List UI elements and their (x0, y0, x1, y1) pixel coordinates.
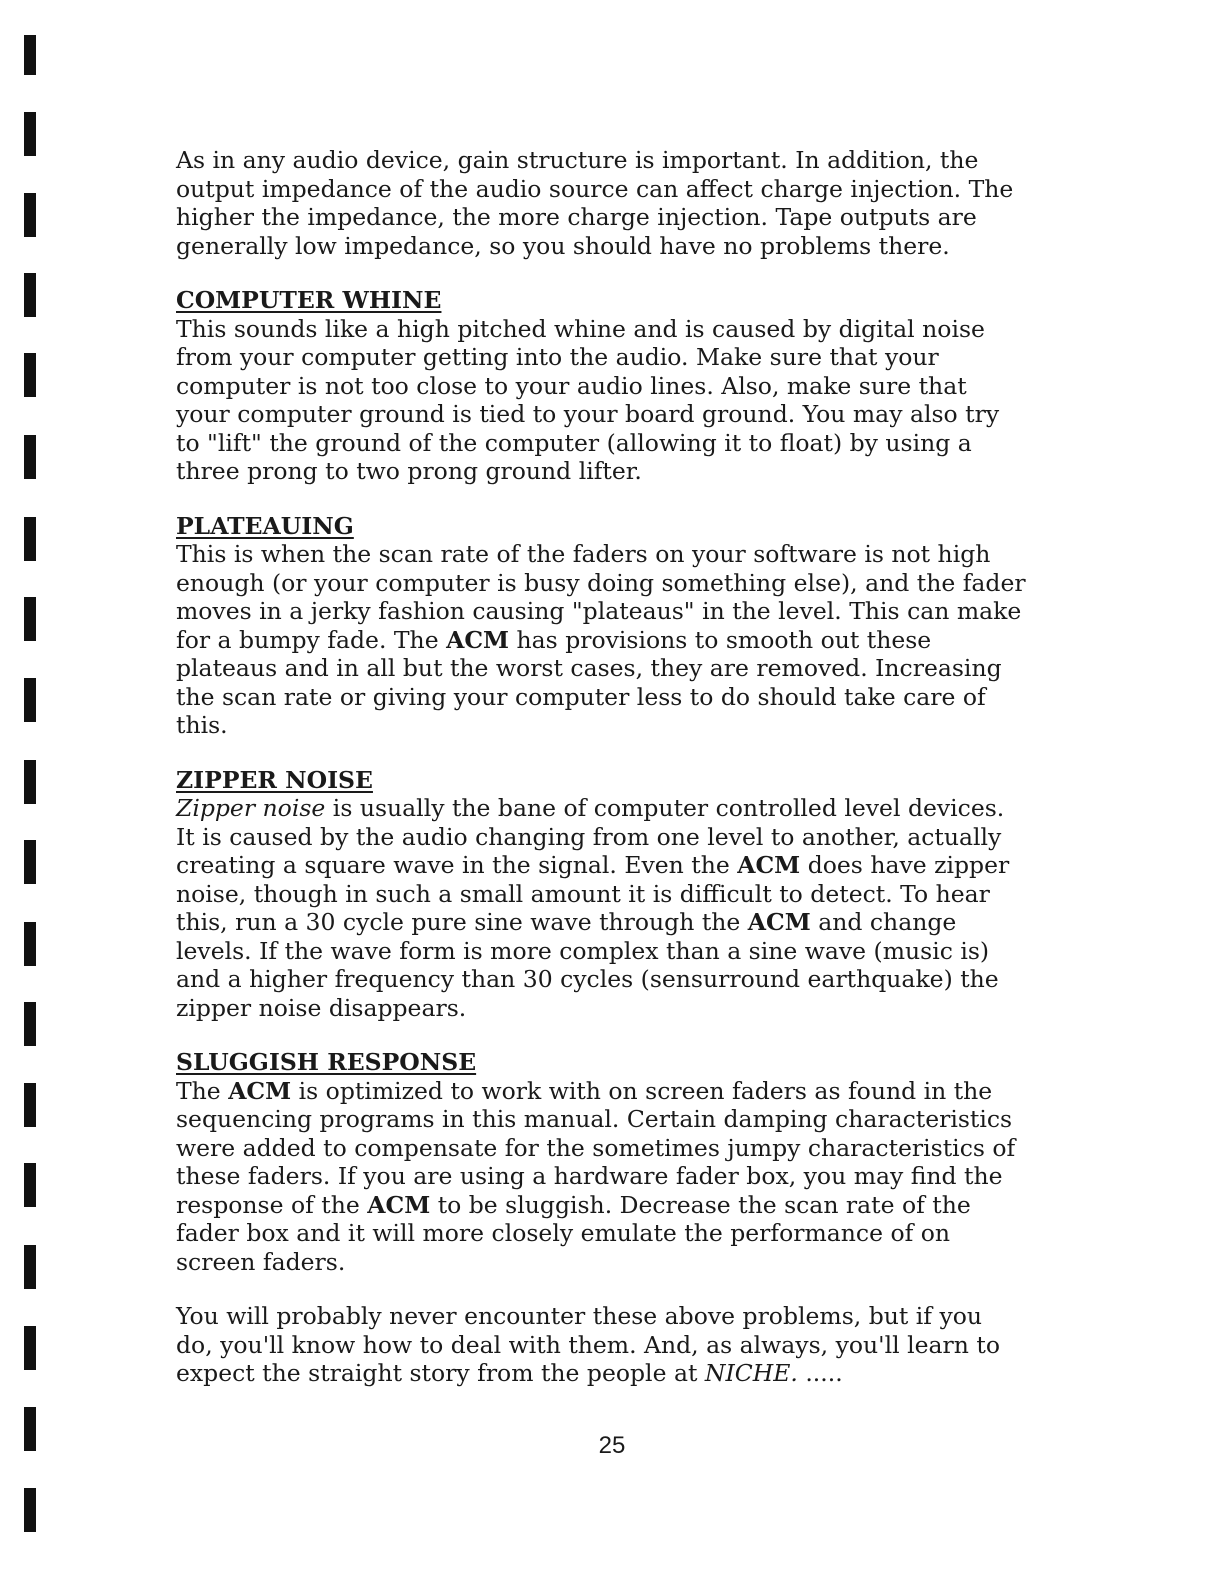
page-number: 25 (598, 1432, 626, 1459)
italic-term: Zipper noise (176, 794, 326, 822)
section-sluggish-response (176, 1048, 1026, 1276)
closing-paragraph (176, 1302, 1026, 1388)
binding-hole (24, 273, 36, 317)
binding-hole (24, 517, 36, 561)
section-zipper-noise (176, 766, 1026, 1023)
binding-hole (24, 1083, 36, 1127)
body-text: has provisions to smooth out these plateaus and in all but the worst cases, they are removed. Increasing the scan rate or giving your computer less to do should take care of this. (176, 625, 1002, 739)
section-body (176, 794, 1026, 1022)
binding-hole (24, 35, 36, 75)
body-text: to be sluggish. Decrease the scan rate of the fader box and it will more closely emulate the performance of on screen faders. (176, 1190, 971, 1276)
binding-hole (24, 678, 36, 722)
binding-hole (24, 193, 36, 237)
closing-dots: ..... (805, 1359, 843, 1387)
binding-holes (0, 0, 60, 1584)
acm-term: ACM (747, 908, 811, 936)
section-heading: COMPUTER WHINE (176, 286, 442, 314)
section-body (176, 1077, 1026, 1277)
body-text: and change levels. If the wave form is more complex than a sine wave (music is) and a higher frequency than 30 cycles (sensurround earthquake) the zipper noise disappears. (176, 908, 999, 1022)
acm-term: ACM (737, 851, 801, 879)
binding-hole (24, 922, 36, 966)
binding-hole (24, 1163, 36, 1207)
binding-hole (24, 353, 36, 397)
binding-hole (24, 597, 36, 641)
acm-term: ACM (228, 1076, 292, 1105)
body-text: This is when the scan rate of the faders on your software is not high enough (or your computer is busy doing something else), and the fader moves in a jerky fashion causing "plateaus" in the level. This can make for a bumpy fade. The (176, 540, 1026, 654)
binding-hole (24, 1002, 36, 1046)
intro-paragraph: As in any audio device, gain structure is important. In addition, the output impedance of the audio source can affect charge injection. The higher the impedance, the more charge injection. Tape outputs are generally low impedance, so you should have no problems there. (176, 146, 1014, 260)
binding-hole (24, 1488, 36, 1532)
binding-hole (24, 112, 36, 156)
binding-hole (24, 760, 36, 804)
body-text: is optimized to work with on screen faders as found in the sequencing programs in this manual. Certain damping characteristics were added to compensate for the sometimes jumpy characteristics of these faders. If you are using a hardware fader box, you may find the response of the (176, 1076, 1016, 1219)
body-text: is usually the bane of computer controlled level devices. It is caused by the audio changing from one level to another, actually creating a square wave in the signal. Even the (176, 794, 1005, 879)
niche-name: NICHE. (704, 1359, 798, 1387)
binding-hole (24, 840, 36, 884)
section-body: This sounds like a high pitched whine and is caused by digital noise from your computer getting into the audio. Make sure that your computer is not too close to your audio lines. Also, make sure that your computer ground is tied to your board ground. You may also try to "lift" the ground of the computer (allowing it to float) by using a three prong to two prong ground lifter. (176, 314, 1000, 485)
body-text: The (176, 1076, 221, 1105)
section-heading: SLUGGISH RESPONSE (176, 1048, 477, 1076)
section-computer-whine (176, 286, 1026, 486)
section-heading: PLATEAUING (176, 511, 354, 540)
acm-term: ACM (367, 1190, 431, 1219)
binding-hole (24, 1326, 36, 1370)
section-heading: ZIPPER NOISE (176, 765, 373, 794)
closing-text: You will probably never encounter these above problems, but if you do, you'll know how to deal with them. And, as always, you'll learn to expect the straight story from the people at (176, 1302, 1000, 1387)
binding-hole (24, 435, 36, 479)
body-text: does have zipper noise, though in such a small amount it is difficult to detect. To hear this, run a 30 cycle pure sine wave through the (176, 851, 1010, 936)
section-plateauing (176, 512, 1026, 740)
binding-hole (24, 1245, 36, 1289)
page-content (176, 146, 1026, 1414)
section-body (176, 540, 1026, 740)
acm-term: ACM (446, 625, 510, 654)
